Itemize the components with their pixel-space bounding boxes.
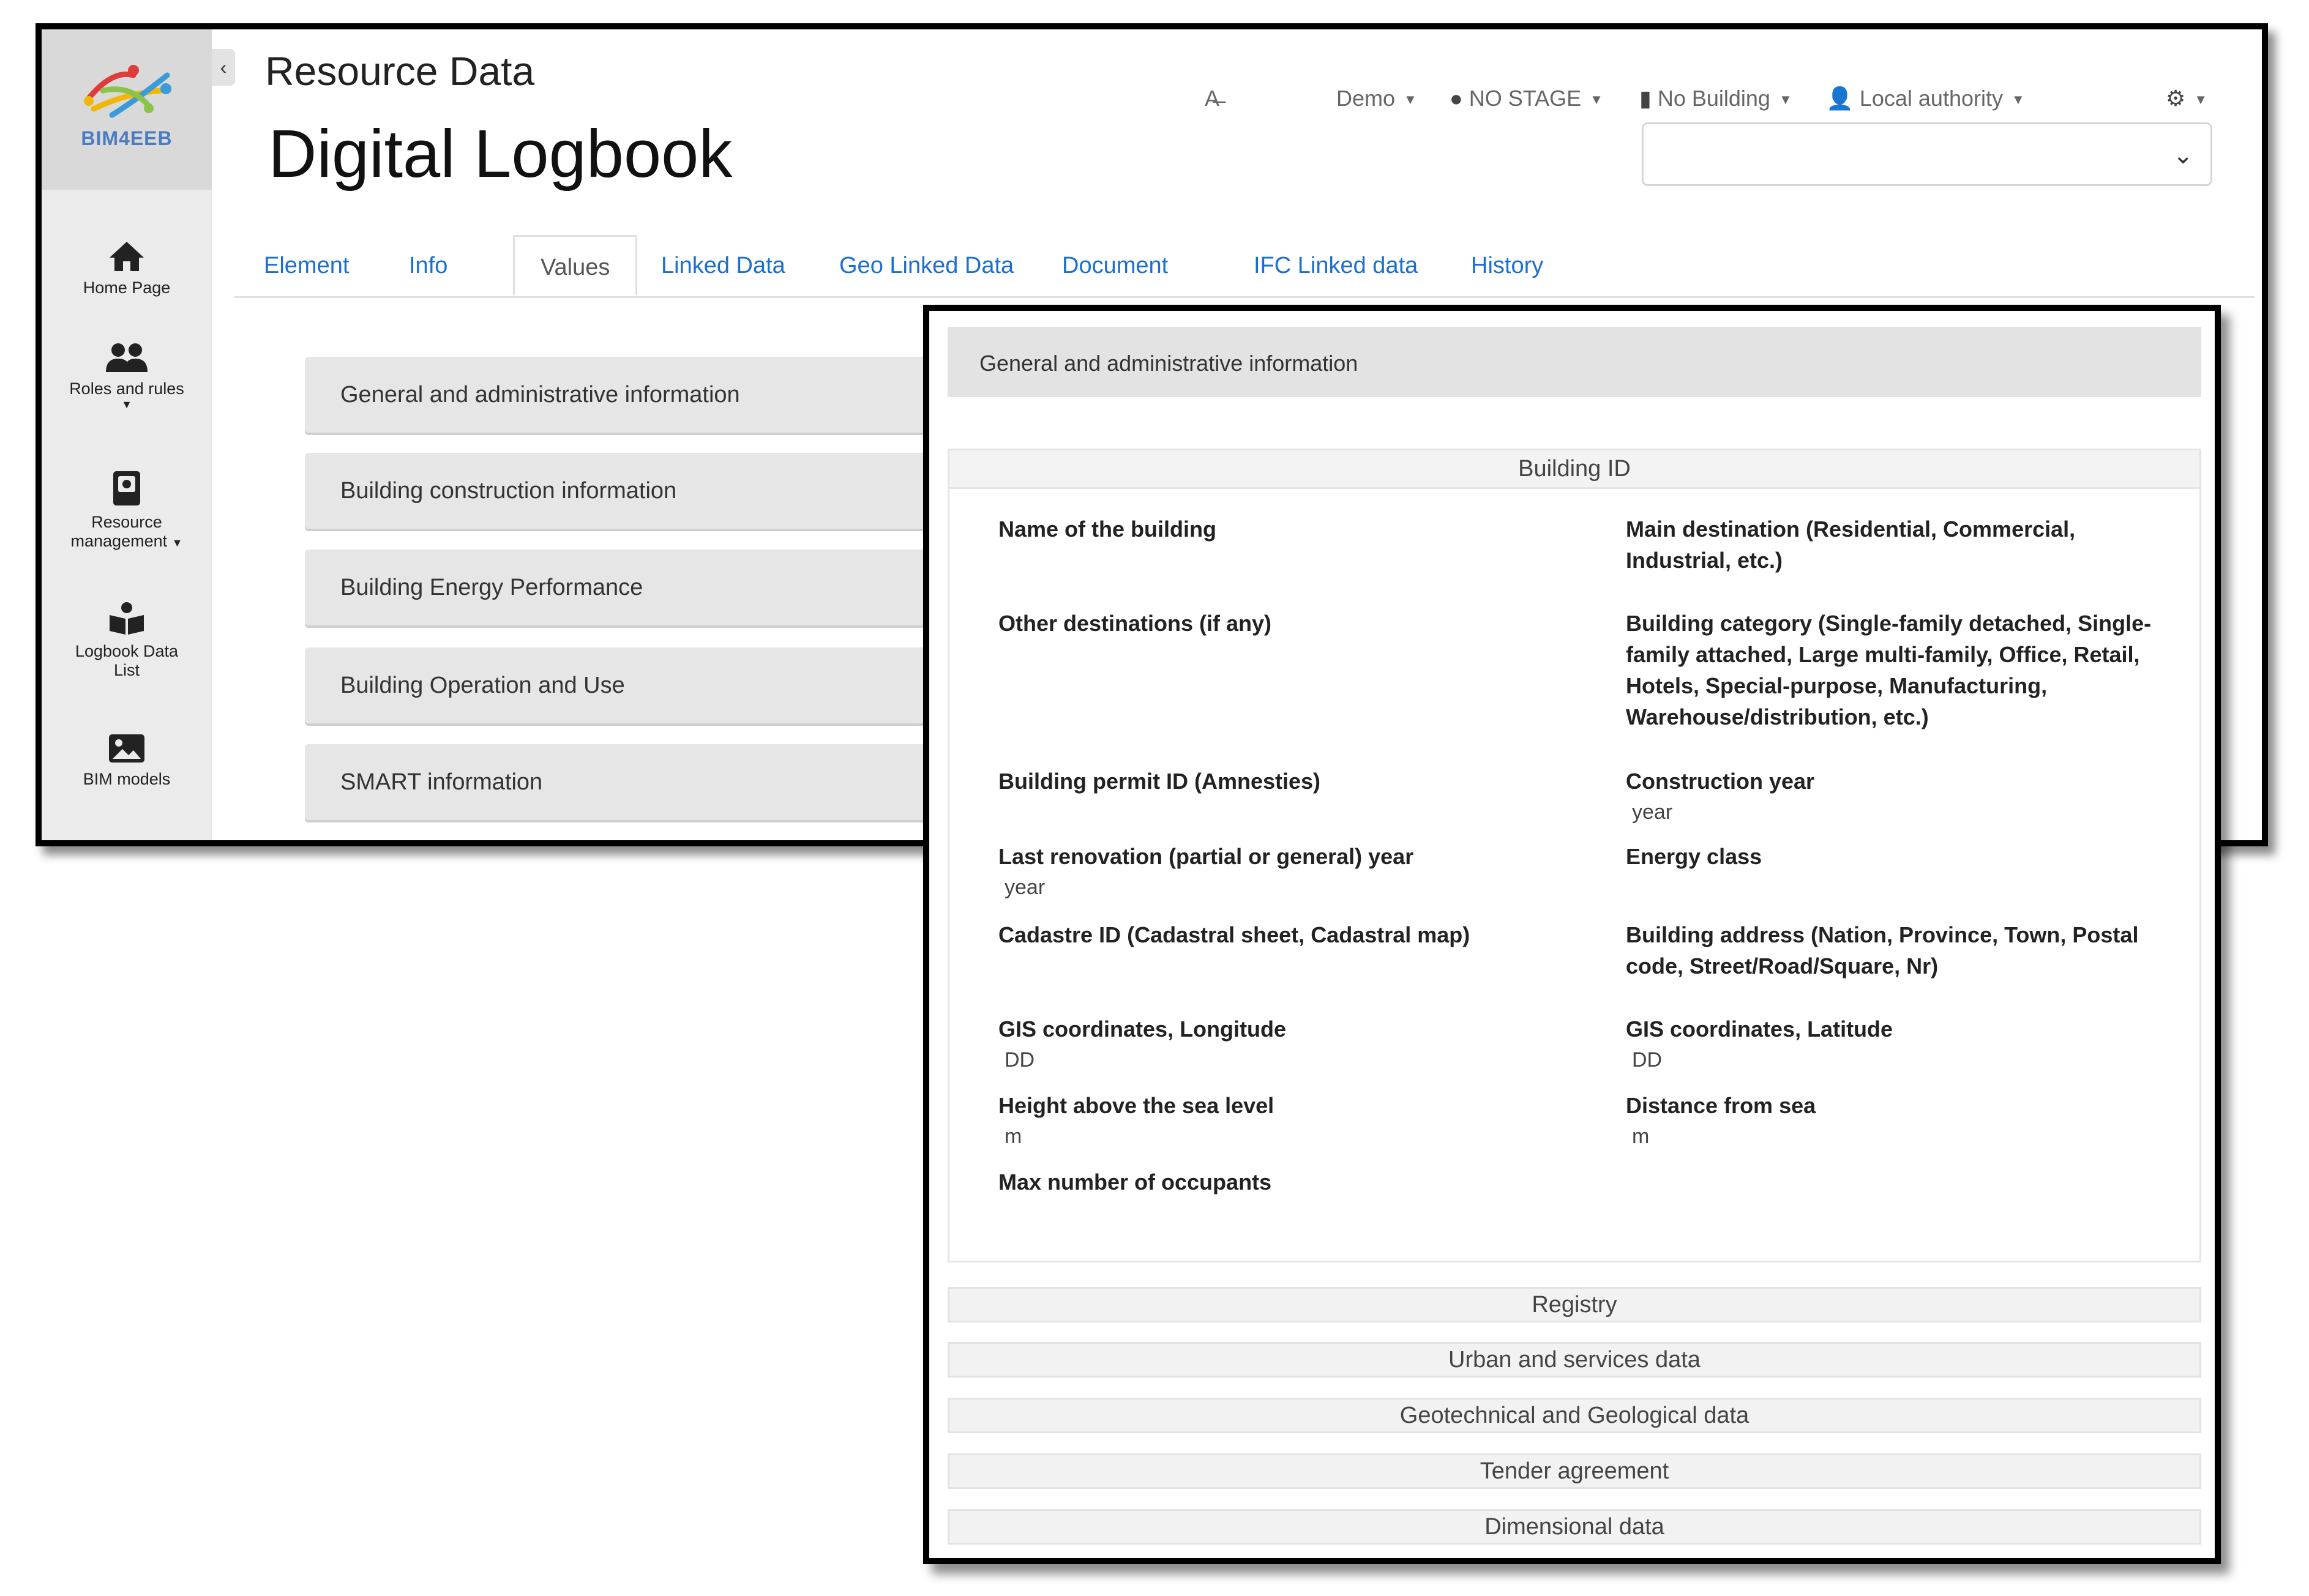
- tab-element[interactable]: Element: [264, 253, 350, 278]
- field-label: Distance from sea: [1626, 1093, 1816, 1118]
- accordion-energy-performance[interactable]: [305, 550, 978, 625]
- reader-icon: [108, 602, 145, 636]
- panel-header-label: General and administrative information: [979, 351, 1358, 376]
- field-max-occupants[interactable]: [998, 1166, 1537, 1198]
- image-icon: [108, 733, 146, 764]
- sidebar-item-home[interactable]: [42, 241, 212, 297]
- building-dropdown[interactable]: [1639, 86, 1792, 111]
- accordion-operation-use[interactable]: [305, 647, 978, 723]
- field-label: Other destinations (if any): [998, 611, 1272, 636]
- sidebar-item-resource-management[interactable]: [42, 470, 212, 551]
- sidebar-item-label: management ▼: [70, 532, 183, 550]
- field-label: Height above the sea level: [998, 1093, 1274, 1118]
- tab-geo-linked-data[interactable]: Geo Linked Data: [839, 253, 1014, 278]
- subsection-tender-agreement[interactable]: Tender agreement: [948, 1453, 2201, 1489]
- tab-info[interactable]: Info: [409, 253, 448, 278]
- field-name-of-building[interactable]: [998, 513, 1537, 545]
- caret-down-icon: ▼: [1404, 92, 1417, 108]
- field-label: GIS coordinates, Latitude: [1626, 1016, 1893, 1042]
- bim4eeb-logo-icon: [75, 57, 179, 124]
- chevron-down-icon: ⌄: [2172, 142, 2193, 169]
- field-label: Main destination (Residential, Commercial, Industrial, etc.): [1626, 516, 2076, 573]
- field-label: Building category (Single-family detached, Single-family attached, Large multi-family, Office, Retail, Hotels, Special-purpose, Manufacturing, Warehouse/distribution, etc.): [1626, 611, 2152, 729]
- field-distance-from-sea[interactable]: [1626, 1090, 2165, 1152]
- accordion-label: General and administrative information: [340, 382, 740, 408]
- field-label: Building address (Nation, Province, Town, Postal code, Street/Road/Square, Nr): [1626, 922, 2139, 979]
- subsection-registry[interactable]: Registry: [948, 1287, 2201, 1322]
- sidebar-item-bim-models[interactable]: [42, 733, 212, 789]
- accordion-general-admin[interactable]: [305, 357, 978, 433]
- accordion-smart[interactable]: [305, 744, 978, 820]
- field-label: Construction year: [1626, 769, 1815, 794]
- stage-dropdown[interactable]: [1450, 86, 1603, 111]
- caret-down-icon: ▼: [121, 398, 132, 411]
- settings-dropdown[interactable]: [2166, 86, 2207, 111]
- field-unit: m: [1005, 1125, 1022, 1148]
- field-height-above-sea[interactable]: [998, 1090, 1537, 1152]
- accordion-construction[interactable]: [305, 453, 978, 529]
- tab-values[interactable]: Values: [513, 235, 637, 296]
- subsection-urban-services[interactable]: Urban and services data: [948, 1342, 2201, 1378]
- general-admin-panel: [923, 305, 2221, 1564]
- field-main-destination[interactable]: [1626, 513, 2165, 576]
- sidebar-item-label: Resource: [91, 513, 162, 531]
- tab-linked-data[interactable]: Linked Data: [661, 253, 785, 278]
- sidebar-item-label: List: [113, 661, 140, 679]
- accordion-label: SMART information: [340, 769, 543, 795]
- sidebar-item-label: BIM models: [83, 770, 171, 788]
- resource-title: Resource Data: [265, 48, 535, 94]
- building-select[interactable]: [1642, 122, 2212, 186]
- accordion-label: Building construction information: [340, 478, 677, 504]
- field-building-category[interactable]: [1626, 608, 2165, 733]
- caret-down-icon: ▼: [171, 537, 183, 549]
- caret-down-icon: ▼: [2011, 92, 2025, 108]
- logo[interactable]: [42, 29, 212, 190]
- field-unit: DD: [1632, 1048, 1663, 1072]
- stage-dropdown-label: NO STAGE: [1469, 86, 1582, 111]
- tab-document[interactable]: Document: [1062, 253, 1169, 278]
- home-icon: [108, 241, 145, 272]
- users-icon: [105, 341, 149, 373]
- field-other-destinations[interactable]: [998, 608, 1537, 639]
- field-unit: year: [1632, 800, 1673, 824]
- panel-header[interactable]: [948, 327, 2201, 397]
- field-gis-longitude[interactable]: [998, 1013, 1537, 1075]
- field-cadastre-id[interactable]: [998, 919, 1537, 950]
- book-icon: [110, 470, 144, 507]
- authority-dropdown-label: Local authority: [1859, 86, 2003, 111]
- user-cog-icon: 👤: [1826, 86, 1854, 111]
- field-gis-latitude[interactable]: [1626, 1013, 2165, 1075]
- building-icon: ▮: [1639, 86, 1652, 111]
- building-id-section: [948, 449, 2201, 1262]
- field-energy-class[interactable]: [1626, 841, 2165, 872]
- accordion-label: Building Operation and Use: [340, 673, 625, 698]
- translate-icon[interactable]: A̶: [1205, 86, 1220, 111]
- sidebar-item-label: Home Page: [83, 278, 171, 297]
- tab-ifc-linked-data[interactable]: IFC Linked data: [1254, 253, 1418, 278]
- caret-down-icon: ▼: [1590, 92, 1603, 108]
- demo-dropdown-label: Demo: [1336, 86, 1396, 111]
- field-unit: DD: [1005, 1048, 1035, 1072]
- field-building-permit-id[interactable]: [998, 766, 1537, 797]
- authority-dropdown[interactable]: [1826, 86, 2025, 111]
- field-label: Name of the building: [998, 516, 1216, 542]
- accordion-label: Building Energy Performance: [340, 575, 643, 600]
- caret-down-icon: ▼: [2194, 92, 2208, 108]
- subsection-dimensional-data[interactable]: Dimensional data: [948, 1509, 2201, 1545]
- field-unit: m: [1632, 1125, 1650, 1148]
- section-title[interactable]: Building ID: [949, 450, 2199, 489]
- chevron-left-icon: ‹: [220, 56, 227, 78]
- field-building-address[interactable]: [1626, 919, 2165, 982]
- sidebar: [42, 29, 212, 840]
- clock-icon: ●: [1450, 86, 1463, 111]
- building-dropdown-label: No Building: [1657, 86, 1770, 111]
- demo-dropdown[interactable]: [1336, 86, 1417, 111]
- field-label: Building permit ID (Amnesties): [998, 769, 1321, 794]
- caret-down-icon: ▼: [1778, 92, 1792, 108]
- field-label: Max number of occupants: [998, 1169, 1272, 1195]
- tab-bar: [234, 235, 2255, 298]
- field-label: Last renovation (partial or general) year: [998, 844, 1414, 869]
- sidebar-item-logbook-data-list[interactable]: [42, 602, 212, 680]
- field-label: Cadastre ID (Cadastral sheet, Cadastral map): [998, 922, 1470, 947]
- collapse-sidebar-button[interactable]: [212, 49, 235, 86]
- field-last-renovation-year[interactable]: [998, 841, 1537, 903]
- subsection-geotechnical[interactable]: Geotechnical and Geological data: [948, 1398, 2201, 1433]
- field-construction-year[interactable]: [1626, 766, 2165, 827]
- sidebar-item-roles[interactable]: [42, 341, 212, 411]
- field-label: GIS coordinates, Longitude: [998, 1016, 1287, 1042]
- sidebar-item-label: Roles and rules: [69, 379, 184, 398]
- field-unit: year: [1005, 876, 1046, 899]
- page-title: Digital Logbook: [268, 116, 733, 192]
- users-cog-icon: ⚙: [2166, 86, 2186, 111]
- sidebar-item-label: Logbook Data: [75, 642, 179, 660]
- field-label: Energy class: [1626, 844, 1762, 869]
- logo-text: BIM4EEB: [81, 127, 173, 149]
- tab-history[interactable]: History: [1471, 253, 1544, 278]
